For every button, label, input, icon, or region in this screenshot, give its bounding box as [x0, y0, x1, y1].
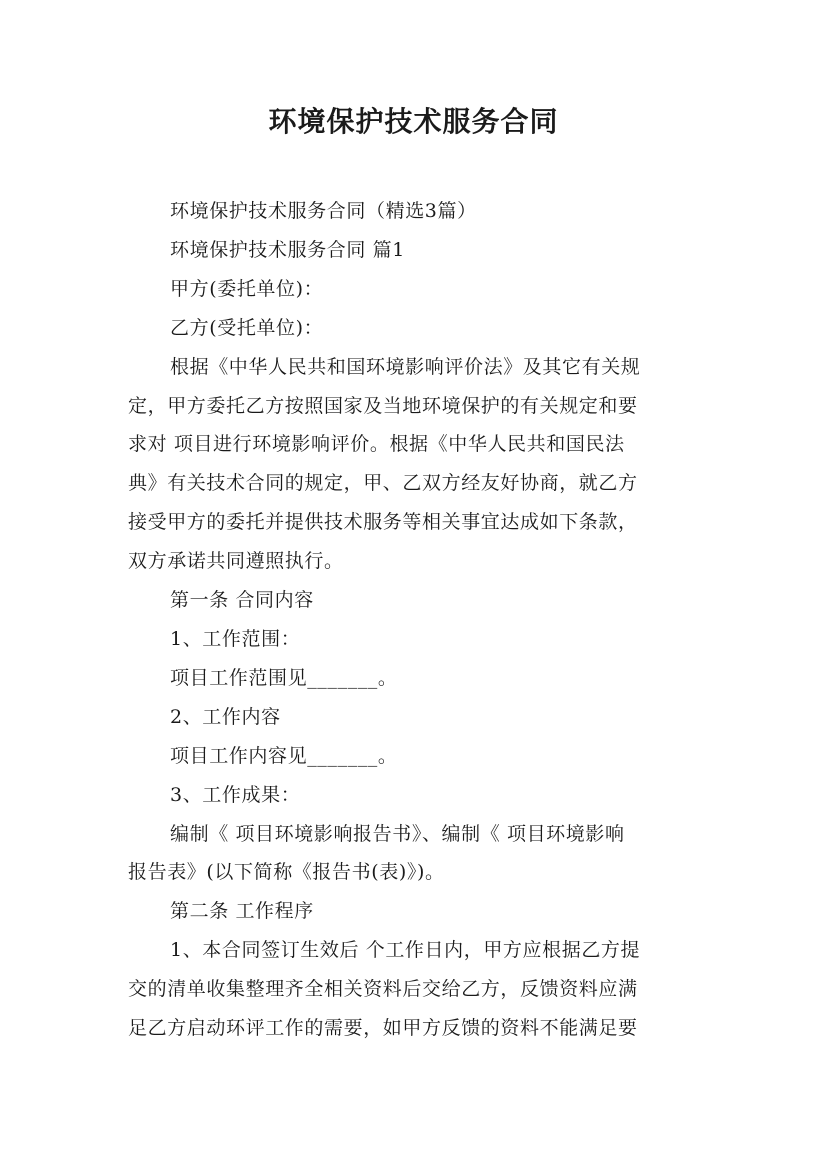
- paragraph-line: 交的清单收集整理齐全相关资料后交给乙方，反馈资料应满: [128, 978, 638, 1001]
- paragraph-line: 根据《中华人民共和国环境影响评价法》及其它有关规: [170, 355, 641, 378]
- paragraph-line: 2、工作内容: [170, 705, 281, 728]
- paragraph-line: 环境保护技术服务合同（精选3篇）: [170, 200, 477, 222]
- paragraph-line: 接受甲方的委托并提供技术服务等相关事宜达成如下条款，: [128, 511, 638, 534]
- paragraph-line: 1、本合同签订生效后 个工作日内，甲方应根据乙方提: [170, 939, 641, 962]
- paragraph-line: 项目工作内容见_______。: [170, 744, 398, 767]
- paragraph-line: 乙方(受托单位)：: [170, 316, 324, 339]
- paragraph-line: 报告表》(以下简称《报告书(表)》)。: [128, 861, 445, 884]
- paragraph-line: 编制《 项目环境影响报告书》、编制《 项目环境影响: [170, 822, 625, 845]
- paragraph-line: 定，甲方委托乙方按照国家及当地环境保护的有关规定和要: [128, 394, 638, 417]
- paragraph-line: 足乙方启动环评工作的需要，如甲方反馈的资料不能满足要: [128, 1017, 638, 1040]
- paragraph-line: 典》有关技术合同的规定，甲、乙双方经友好协商，就乙方: [128, 472, 638, 495]
- paragraph-line: 环境保护技术服务合同 篇1: [170, 238, 405, 261]
- paragraph-line: 甲方(委托单位)：: [170, 277, 324, 300]
- document-body: [128, 192, 718, 1048]
- paragraph-line: 求对 项目进行环境影响评价。根据《中华人民共和国民法: [128, 433, 625, 456]
- paragraph-line: 第一条 合同内容: [170, 589, 314, 612]
- document-title: 环境保护技术服务合同: [268, 105, 559, 138]
- paragraph-line: 1、工作范围：: [170, 627, 301, 650]
- paragraph-line: 双方承诺共同遵照执行。: [128, 550, 344, 573]
- paragraph-line: 3、工作成果：: [170, 783, 301, 806]
- paragraph-line: 项目工作范围见_______。: [170, 666, 398, 689]
- paragraph-line: 第二条 工作程序: [170, 900, 314, 923]
